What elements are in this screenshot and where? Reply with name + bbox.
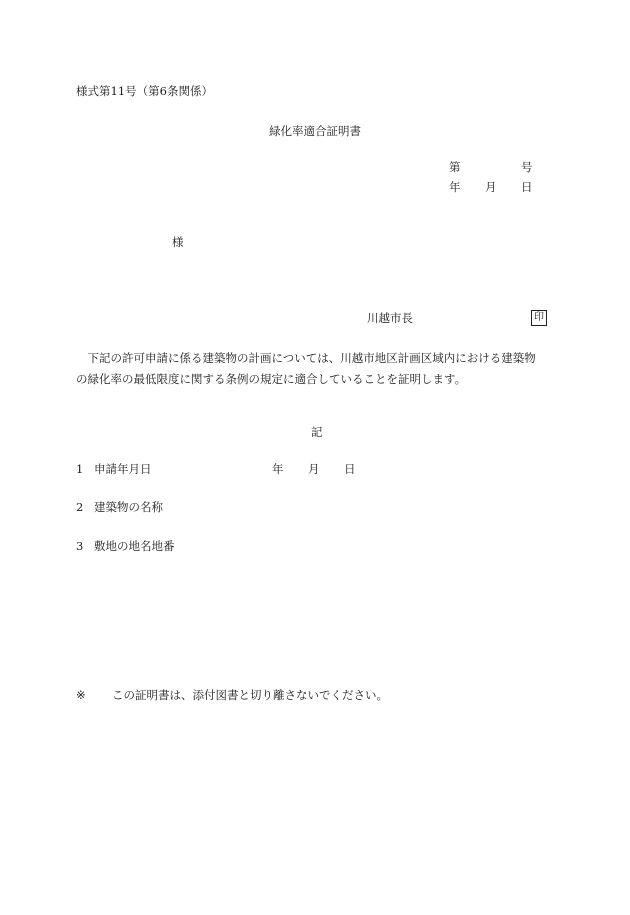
item-2-label: 建築物の名称 [94,500,163,514]
date-day: 日 [521,180,533,194]
date-year: 年 [449,180,461,194]
item-2-number: 2 [76,500,84,514]
addressee-suffix: 様 [172,235,184,249]
item-1-month: 月 [308,462,320,476]
note-text: この証明書は、添付図書と切り離さないでください。 [112,688,388,702]
item-3-number: 3 [76,539,84,553]
issuer-name: 川越市長 [367,311,413,325]
document-title: 緑化率適合証明書 [269,124,361,138]
doc-number-go: 号 [521,160,533,174]
note-mark: ※ [76,688,86,702]
item-1-day: 日 [344,462,356,476]
date-month: 月 [485,180,497,194]
ki-heading: 記 [311,425,323,439]
paragraph-line: 下記の許可申請に係る建築物の計画については、川越市地区計画区域内における建築物 [76,351,536,365]
paragraph-line: の緑化率の最低限度に関する条例の規定に適合していることを証明します。 [76,372,467,386]
doc-number-dai: 第 [449,160,461,174]
item-1-number: 1 [76,462,84,476]
item-1-year: 年 [272,462,284,476]
item-1-label: 申請年月日 [94,462,152,476]
item-3-label: 敷地の地名地番 [94,539,175,553]
form-number: 様式第11号（第6条関係） [76,84,213,98]
seal-mark: 印 [531,310,547,326]
certification-paragraph [76,348,556,390]
